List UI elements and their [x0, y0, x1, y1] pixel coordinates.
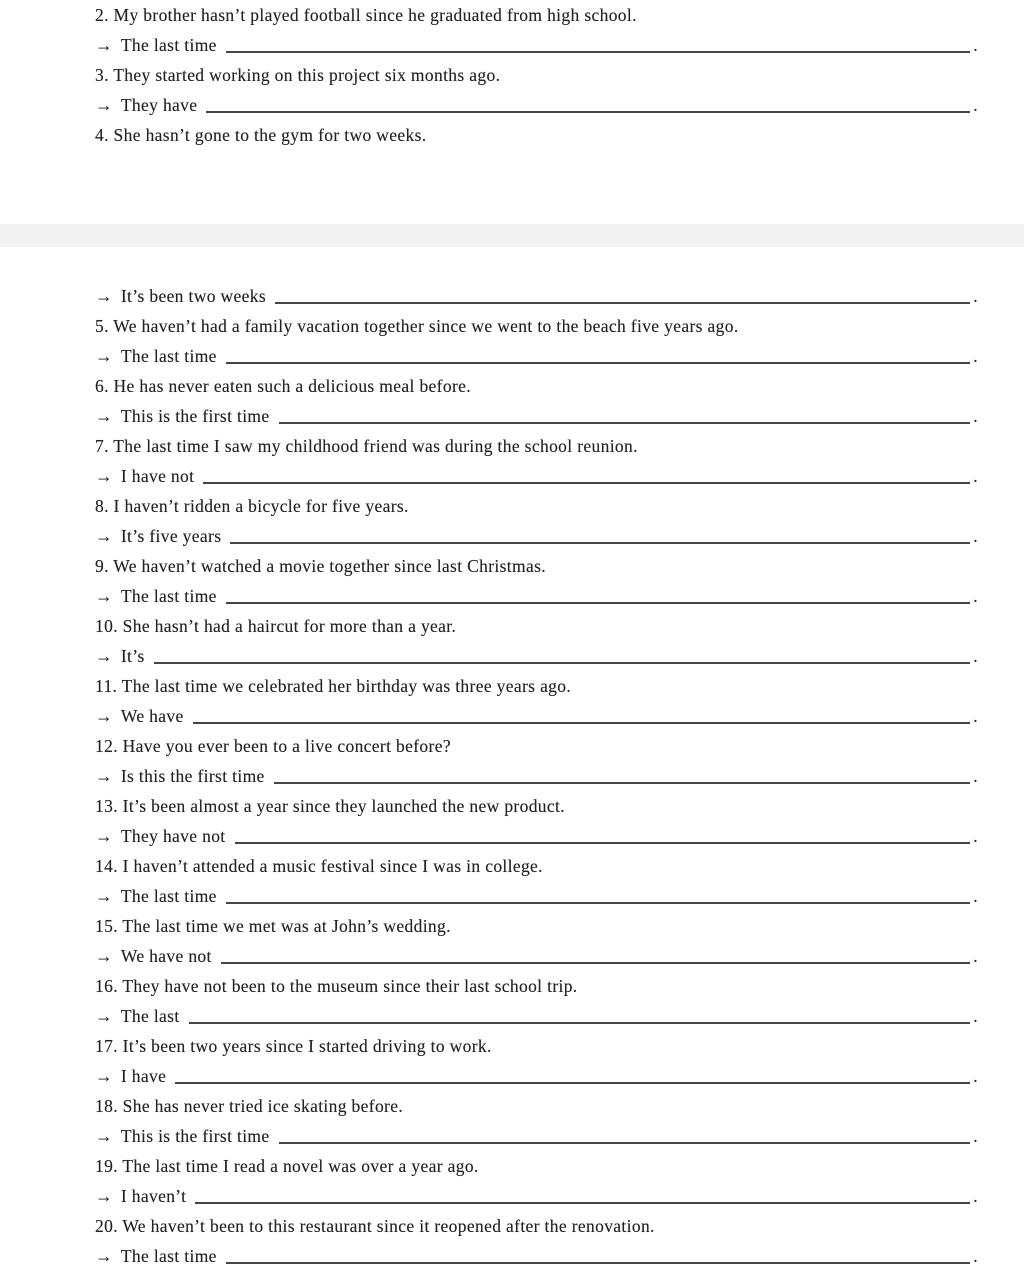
answer-prompt: The last time [120, 886, 217, 906]
answer-blank-line [206, 90, 970, 113]
arrow-right-icon: → [95, 1246, 113, 1266]
answer-suffix: . [973, 1186, 978, 1206]
exercise-answer-line [95, 341, 978, 371]
exercise-sentence: 19. The last time I read a novel was over a year ago. [95, 1156, 479, 1176]
answer-prompt: This is the first time [120, 406, 270, 426]
arrow-right-icon: → [95, 1186, 113, 1206]
answer-prompt: The last [120, 1006, 180, 1026]
answer-blank-line [226, 881, 970, 904]
answer-blank-line [195, 1181, 970, 1204]
answer-prompt: They have [120, 95, 198, 115]
answer-blank-line [279, 1121, 971, 1144]
exercise-sentence: 14. I haven’t attended a music festival since I was in college. [95, 856, 543, 876]
answer-blank-line [279, 401, 971, 424]
arrow-right-icon: → [95, 526, 113, 546]
exercise-answer-line [95, 30, 978, 60]
answer-prompt: The last time [120, 346, 217, 366]
answer-suffix: . [973, 886, 978, 906]
answer-blank-line [274, 761, 971, 784]
arrow-right-icon: → [95, 346, 113, 366]
arrow-right-icon: → [95, 586, 113, 606]
exercise-sentence: 12. Have you ever been to a live concert before? [95, 736, 451, 756]
answer-blank-line [226, 581, 970, 604]
exercise-answer-line [95, 401, 978, 431]
answer-prompt: The last time [120, 1246, 217, 1266]
answer-prompt: We have not [120, 946, 212, 966]
answer-blank-line [221, 941, 971, 964]
answer-suffix: . [973, 406, 978, 426]
answer-suffix: . [973, 346, 978, 366]
exercise-sentence: 5. We haven’t had a family vacation together since we went to the beach five years ago. [95, 316, 739, 336]
answer-blank-line [175, 1061, 970, 1084]
worksheet-page-1 [0, 0, 1024, 224]
exercise-sentence: 18. She has never tried ice skating before. [95, 1096, 404, 1116]
exercise-answer-line [95, 761, 978, 791]
arrow-right-icon: → [95, 1066, 113, 1086]
answer-blank-line [235, 821, 971, 844]
answer-suffix: . [973, 706, 978, 726]
exercise-sentence: 3. They started working on this project six months ago. [95, 65, 501, 85]
arrow-right-icon: → [95, 1126, 113, 1146]
exercise-sentence: 8. I haven’t ridden a bicycle for five years. [95, 496, 409, 516]
worksheet-page-2 [0, 247, 1024, 1271]
answer-blank-line [230, 521, 970, 544]
exercise-sentence: 13. It’s been almost a year since they launched the new product. [95, 796, 565, 816]
answer-suffix: . [973, 646, 978, 666]
answer-blank-line [154, 641, 971, 664]
answer-suffix: . [973, 826, 978, 846]
answer-blank-line [203, 461, 970, 484]
answer-prompt: This is the first time [120, 1126, 270, 1146]
exercise-sentence: 20. We haven’t been to this restaurant since it reopened after the renovation. [95, 1216, 655, 1236]
exercise-answer-line [95, 641, 978, 671]
arrow-right-icon: → [95, 1006, 113, 1026]
exercise-answer-line [95, 461, 978, 491]
answer-prompt: The last time [120, 586, 217, 606]
arrow-right-icon: → [95, 886, 113, 906]
answer-suffix: . [973, 286, 978, 306]
answer-prompt: I haven’t [120, 1186, 187, 1206]
answer-suffix: . [973, 946, 978, 966]
answer-suffix: . [973, 466, 978, 486]
answer-prompt: It’s been two weeks [120, 286, 267, 306]
exercise-answer-line [95, 521, 978, 551]
answer-prompt: I have not [120, 466, 195, 486]
exercise-sentence: 17. It’s been two years since I started driving to work. [95, 1036, 492, 1056]
arrow-right-icon: → [95, 466, 113, 486]
answer-blank-line [193, 701, 971, 724]
answer-suffix: . [973, 35, 978, 55]
answer-suffix: . [973, 95, 978, 115]
arrow-right-icon: → [95, 95, 113, 115]
answer-blank-line [189, 1001, 971, 1024]
answer-suffix: . [973, 586, 978, 606]
exercise-sentence: 2. My brother hasn’t played football since he graduated from high school. [95, 5, 637, 25]
exercise-answer-line [95, 1001, 978, 1031]
exercise-sentence: 7. The last time I saw my childhood friend was during the school reunion. [95, 436, 638, 456]
arrow-right-icon: → [95, 946, 113, 966]
arrow-right-icon: → [95, 706, 113, 726]
answer-suffix: . [973, 766, 978, 786]
answer-prompt: The last time [120, 35, 217, 55]
exercise-answer-line [95, 1241, 978, 1271]
exercise-sentence: 10. She hasn’t had a haircut for more than a year. [95, 616, 457, 636]
answer-suffix: . [973, 526, 978, 546]
answer-blank-line [226, 30, 970, 53]
exercise-answer-line [95, 1121, 978, 1151]
arrow-right-icon: → [95, 826, 113, 846]
exercise-sentence: 11. The last time we celebrated her birthday was three years ago. [95, 676, 572, 696]
answer-blank-line [275, 281, 970, 304]
arrow-right-icon: → [95, 766, 113, 786]
exercise-sentence: 16. They have not been to the museum since their last school trip. [95, 976, 578, 996]
exercise-answer-line [95, 941, 978, 971]
exercise-answer-line [95, 701, 978, 731]
exercise-answer-line [95, 281, 978, 311]
answer-suffix: . [973, 1126, 978, 1146]
answer-suffix: . [973, 1246, 978, 1266]
exercise-answer-line [95, 1181, 978, 1211]
answer-prompt: I have [120, 1066, 167, 1086]
exercise-sentence: 15. The last time we met was at John’s wedding. [95, 916, 451, 936]
answer-suffix: . [973, 1006, 978, 1026]
answer-blank-line [226, 1241, 970, 1264]
answer-blank-line [226, 341, 970, 364]
exercise-answer-line [95, 581, 978, 611]
answer-prompt: It’s five years [120, 526, 222, 546]
arrow-right-icon: → [95, 286, 113, 306]
answer-suffix: . [973, 1066, 978, 1086]
page-break-band [0, 224, 1024, 247]
arrow-right-icon: → [95, 35, 113, 55]
answer-prompt: They have not [120, 826, 226, 846]
exercise-answer-line [95, 881, 978, 911]
exercise-sentence: 4. She hasn’t gone to the gym for two weeks. [95, 125, 427, 145]
exercise-sentence: 6. He has never eaten such a delicious meal before. [95, 376, 471, 396]
exercise-answer-line [95, 821, 978, 851]
arrow-right-icon: → [95, 406, 113, 426]
arrow-right-icon: → [95, 646, 113, 666]
exercise-sentence: 9. We haven’t watched a movie together since last Christmas. [95, 556, 546, 576]
answer-prompt: It’s [120, 646, 145, 666]
exercise-answer-line [95, 1061, 978, 1091]
answer-prompt: Is this the first time [120, 766, 265, 786]
exercise-answer-line [95, 90, 978, 120]
answer-prompt: We have [120, 706, 184, 726]
